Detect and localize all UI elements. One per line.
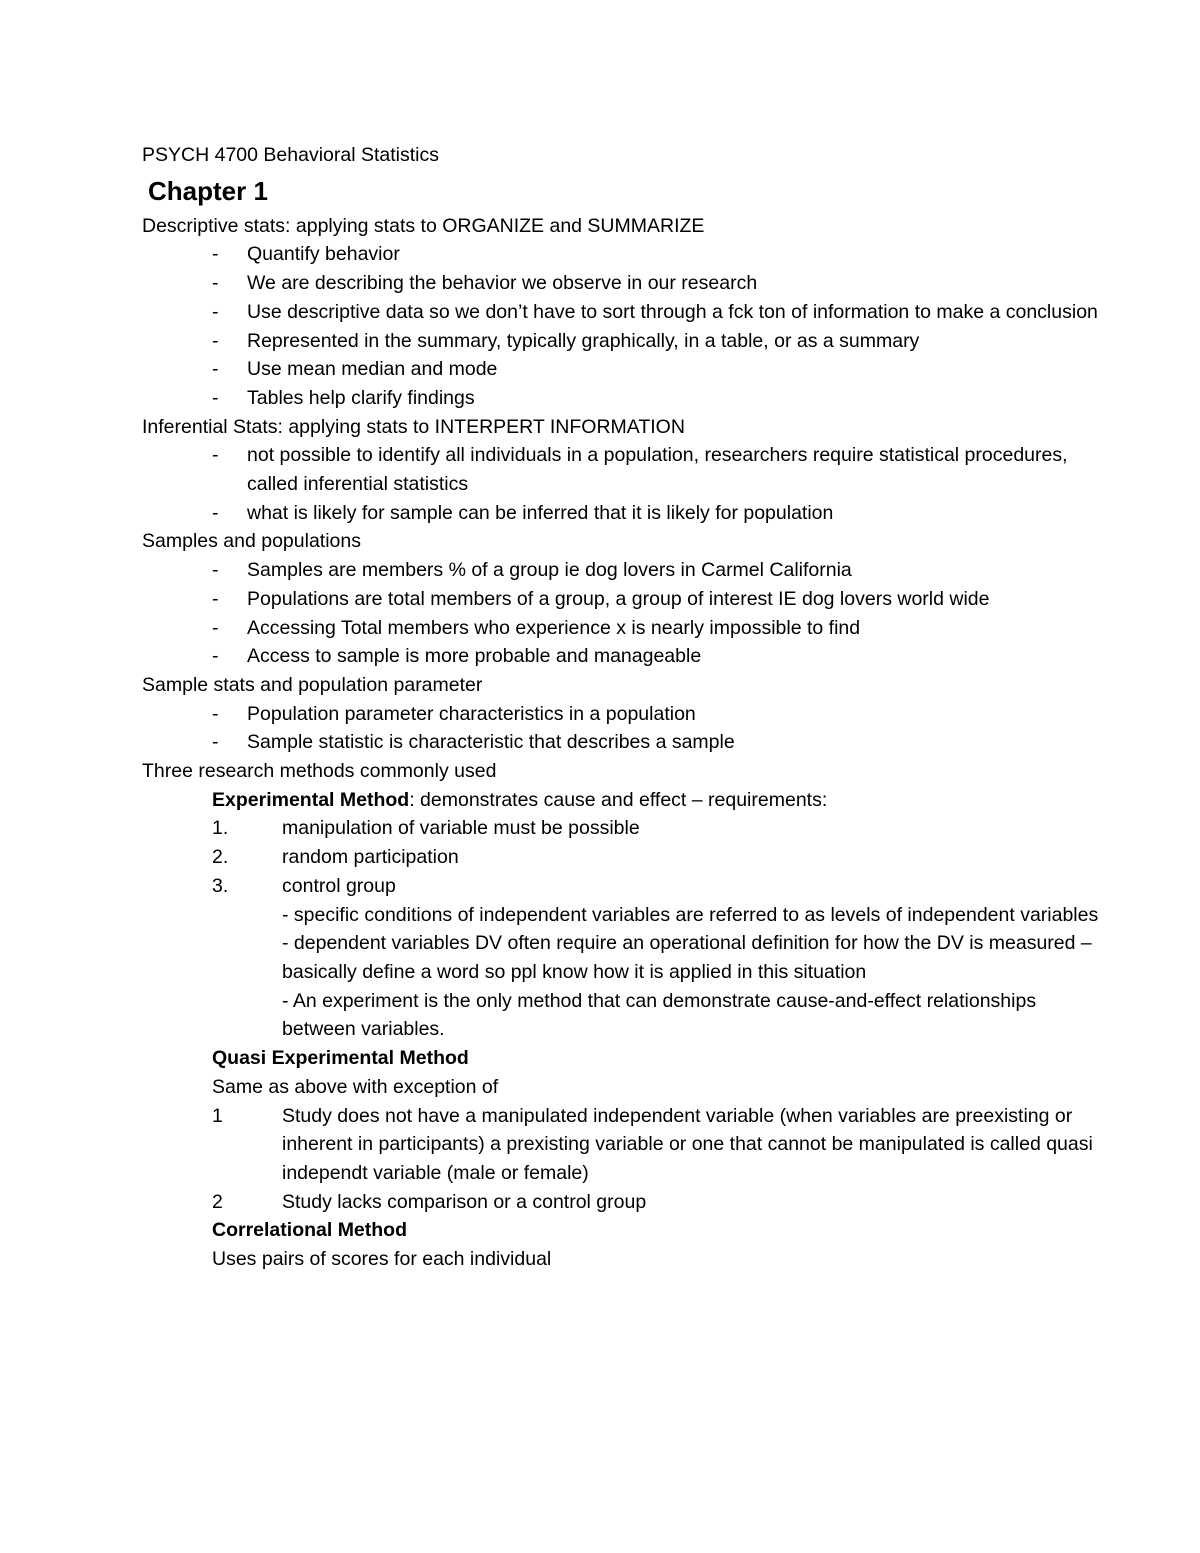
item-text: manipulation of variable must be possible	[282, 817, 640, 840]
list-item: - Population parameter characteristics in a population	[142, 700, 1102, 729]
list-item: - Sample statistic is characteristic that describes a sample	[142, 728, 1102, 757]
list-item: - what is likely for sample can be inferred that it is likely for population	[142, 499, 1102, 528]
quasi-list	[142, 1102, 1102, 1217]
item-text: Study does not have a manipulated independent variable (when variables are preexisting or inherent in participants) a prexisting variable or one that cannot be manipulated is called quasi independt variable (male or female)	[282, 1104, 1093, 1184]
list-item: - Represented in the summary, typically graphically, in a table, or as a summary	[142, 327, 1102, 356]
item-text: Study lacks comparison or a control group	[282, 1190, 647, 1213]
list-item: - Accessing Total members who experience x is nearly impossible to find	[142, 614, 1102, 643]
experimental-note: - An experiment is the only method that can demonstrate cause-and-effect relationships between variables.	[282, 989, 1037, 1041]
methods-heading: Three research methods commonly used	[142, 760, 497, 783]
quasi-heading: Quasi Experimental Method	[212, 1047, 469, 1070]
chapter-heading: Chapter 1	[148, 175, 268, 206]
correlational-heading: Correlational Method	[212, 1219, 408, 1242]
list-item	[142, 1188, 1102, 1217]
item-number: 1.	[212, 817, 229, 840]
item-number: 2	[212, 1190, 223, 1213]
notes-content	[142, 141, 1102, 1274]
item-number: 3.	[212, 874, 229, 897]
list-item: - Use mean median and mode	[142, 355, 1102, 384]
correlational-intro: Uses pairs of scores for each individual	[212, 1248, 552, 1271]
experimental-label: Experimental Method	[212, 788, 410, 811]
descriptive-heading: Descriptive stats: applying stats to ORGANIZE and SUMMARIZE	[142, 214, 705, 237]
experimental-note: - dependent variables DV often require an operational definition for how the DV is measured – basically define a word so ppl know how it is applied in this situation	[282, 932, 1092, 983]
item-number: 2.	[212, 846, 229, 869]
list-item: - Access to sample is more probable and manageable	[142, 642, 1102, 671]
inferential-heading: Inferential Stats: applying stats to INTERPERT INFORMATION	[142, 415, 685, 438]
samples-list	[142, 556, 1102, 671]
list-item	[142, 814, 1102, 843]
params-heading: Sample stats and population parameter	[142, 673, 483, 696]
samples-heading: Samples and populations	[142, 530, 361, 553]
list-item: - Samples are members % of a group ie dog lovers in Carmel California	[142, 556, 1102, 585]
list-item: - Use descriptive data so we don’t have to sort through a fck ton of information to make a conclusion	[142, 298, 1102, 327]
inferential-list	[142, 441, 1102, 527]
experimental-reqs	[142, 814, 1102, 900]
experimental-line	[142, 786, 1102, 815]
experimental-note: - specific conditions of independent variables are referred to as levels of independent variables	[282, 903, 1099, 926]
list-item	[142, 1102, 1102, 1188]
list-item: - We are describing the behavior we observe in our research	[142, 269, 1102, 298]
list-item	[142, 872, 1102, 901]
list-item	[142, 843, 1102, 872]
quasi-intro: Same as above with exception of	[212, 1075, 499, 1098]
document-title: PSYCH 4700 Behavioral Statistics	[142, 144, 439, 166]
list-item: - Tables help clarify findings	[142, 384, 1102, 413]
params-list	[142, 700, 1102, 757]
item-text: random participation	[282, 846, 459, 869]
item-text: control group	[282, 874, 396, 897]
list-item: - Quantify behavior	[142, 240, 1102, 269]
item-number: 1	[212, 1104, 223, 1127]
descriptive-list	[142, 240, 1102, 412]
list-item: - not possible to identify all individuals in a population, researchers require statistical procedures, called inferential statistics	[142, 441, 1102, 498]
experimental-desc: : demonstrates cause and effect – requirements:	[409, 788, 828, 811]
list-item: - Populations are total members of a group, a group of interest IE dog lovers world wide	[142, 585, 1102, 614]
